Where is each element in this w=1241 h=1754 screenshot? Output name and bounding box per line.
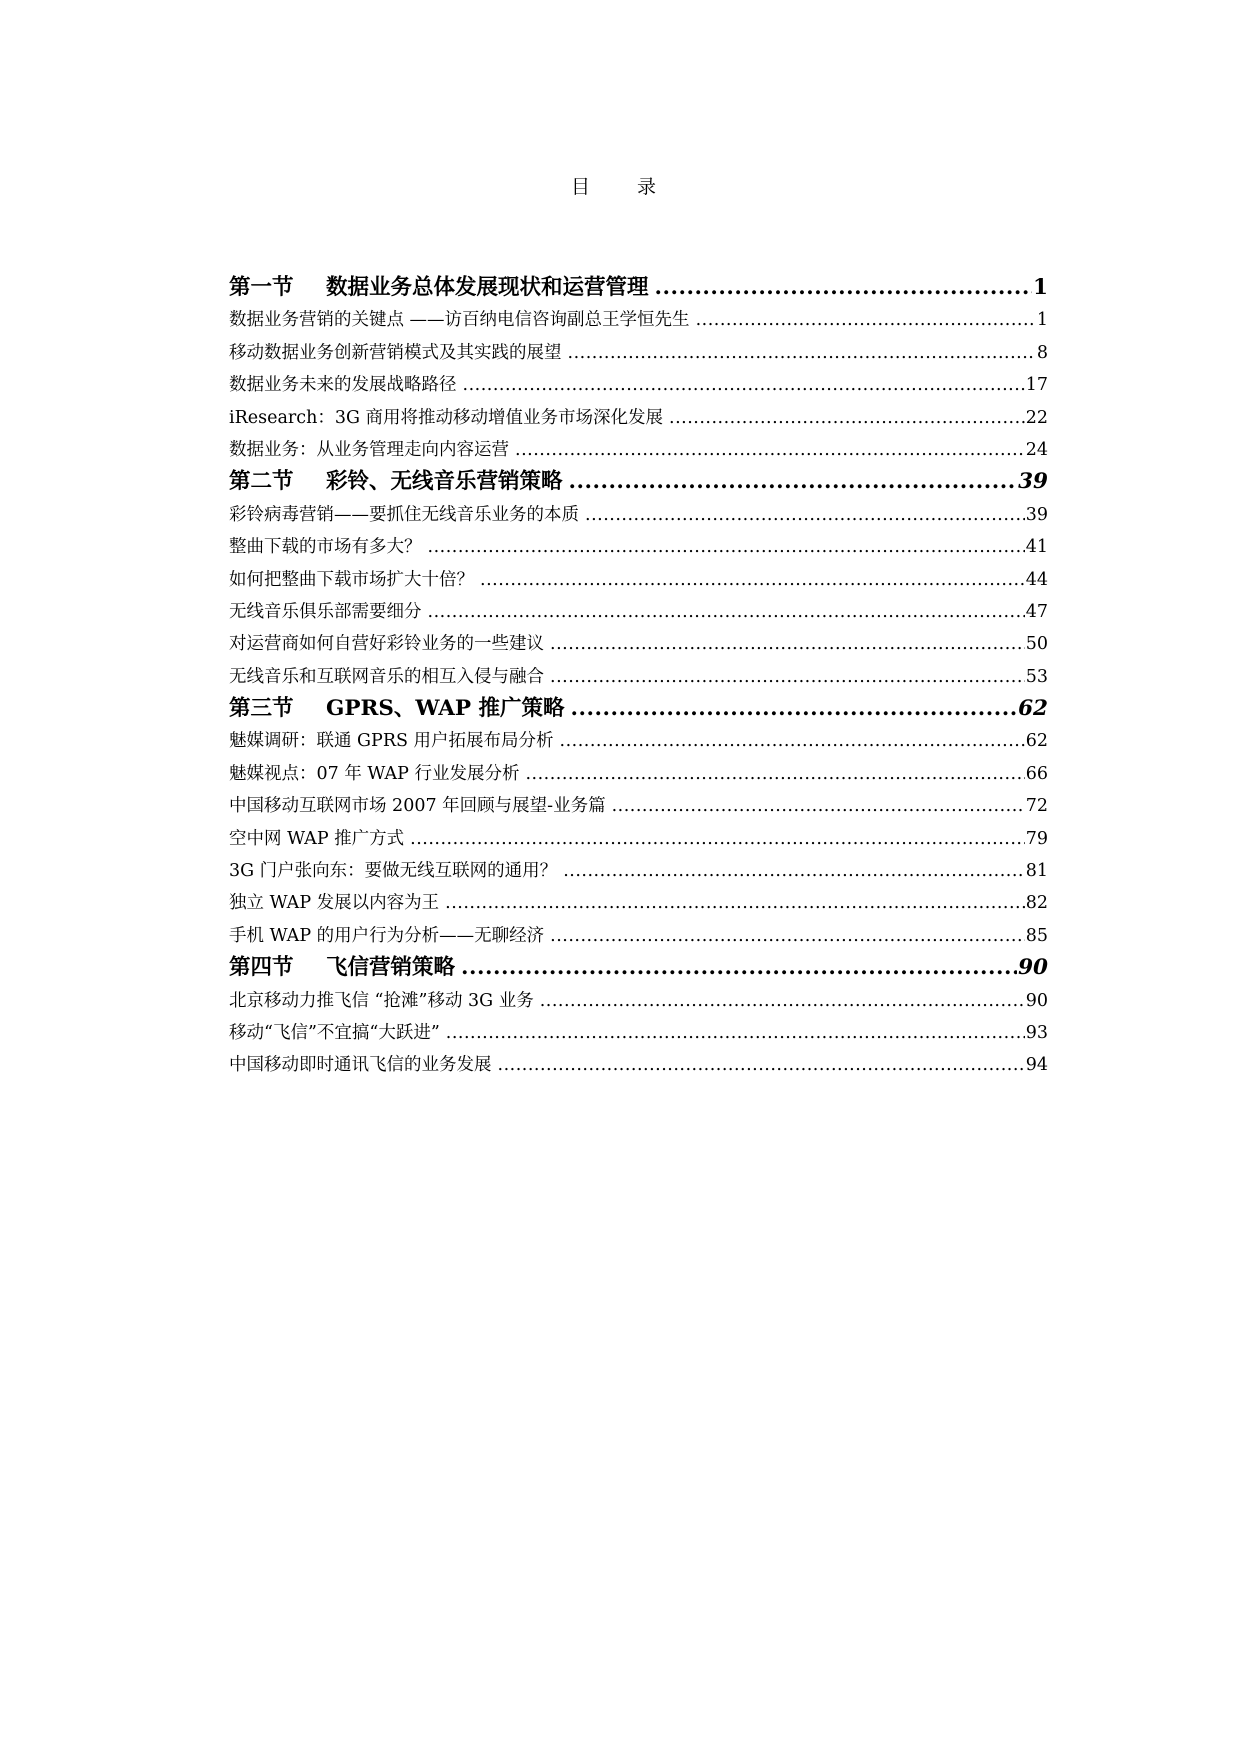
toc-page-number: 66 — [1025, 763, 1048, 784]
toc-entry-title: iResearch：3G 商用将推动移动增值业务市场深化发展 — [229, 407, 664, 428]
dot-leader — [428, 531, 1025, 563]
dot-leader — [446, 1017, 1025, 1049]
toc-page-number: 93 — [1025, 1022, 1048, 1043]
dot-leader — [498, 1049, 1025, 1081]
dot-leader — [568, 337, 1036, 369]
toc-entry-row[interactable] — [229, 499, 1048, 531]
toc-page-number: 53 — [1025, 666, 1048, 687]
toc-page-number: 22 — [1025, 407, 1048, 428]
toc-page-number: 94 — [1025, 1055, 1048, 1076]
toc-page-number: 62 — [1025, 731, 1048, 752]
toc-page-number: 17 — [1025, 375, 1048, 396]
toc-entry-row[interactable] — [229, 596, 1048, 628]
toc-entry-row[interactable] — [229, 369, 1048, 401]
toc-entry-title: 魅媒调研：联通 GPRS 用户拓展布局分析 — [229, 731, 554, 752]
toc-page-number: 39 — [1025, 504, 1048, 525]
toc-entry-title: 移动“飞信”不宜搞“大跃进” — [229, 1022, 440, 1043]
toc-entry-title: 数据业务未来的发展战略路径 — [229, 375, 457, 396]
toc-page-number: 50 — [1025, 634, 1048, 655]
toc-entry-row[interactable] — [229, 1049, 1048, 1081]
dot-leader — [571, 693, 1018, 725]
toc-section-number: 第二节 — [229, 469, 294, 495]
toc-page-number: 47 — [1025, 601, 1048, 622]
dot-leader — [540, 985, 1025, 1017]
dot-leader — [480, 564, 1025, 596]
toc-entry-title: 中国移动互联网市场 2007 年回顾与展望-业务篇 — [229, 796, 606, 817]
toc-entry-row[interactable] — [229, 725, 1048, 757]
toc-entry-row[interactable] — [229, 304, 1048, 336]
toc-page-number: 44 — [1025, 569, 1048, 590]
toc-entry-title: 数据业务：从业务管理走向内容运营 — [229, 439, 509, 460]
toc-page-number: 39 — [1018, 469, 1048, 495]
toc-entry-title: 移动数据业务创新营销模式及其实践的展望 — [229, 342, 562, 363]
toc-page-number: 79 — [1025, 828, 1048, 849]
table-of-contents — [229, 272, 1048, 1082]
toc-page-number: 85 — [1025, 925, 1048, 946]
toc-page-number: 90 — [1025, 990, 1048, 1011]
dot-leader — [428, 596, 1025, 628]
toc-section-title: 彩铃、无线音乐营销策略 — [326, 469, 563, 495]
toc-entry-row[interactable] — [229, 531, 1048, 563]
dot-leader — [463, 369, 1025, 401]
toc-page-number: 90 — [1018, 955, 1048, 981]
toc-entry-title: 对运营商如何自营好彩铃业务的一些建议 — [229, 634, 544, 655]
toc-entry-title: 数据业务营销的关键点 ——访百纳电信咨询副总王学恒先生 — [229, 310, 690, 331]
dot-leader — [550, 628, 1025, 660]
toc-entry-title: 如何把整曲下载市场扩大十倍？ — [229, 569, 474, 590]
toc-entry-title: 无线音乐和互联网音乐的相互入侵与融合 — [229, 666, 544, 687]
dot-leader — [461, 952, 1017, 984]
toc-entry-title: 无线音乐俱乐部需要细分 — [229, 601, 422, 622]
toc-entry-row[interactable] — [229, 402, 1048, 434]
toc-entry-title: 魅媒视点：07 年 WAP 行业发展分析 — [229, 763, 520, 784]
toc-section-row[interactable] — [229, 952, 1048, 984]
dot-leader — [410, 823, 1025, 855]
toc-entry-row[interactable] — [229, 920, 1048, 952]
toc-entry-row[interactable] — [229, 434, 1048, 466]
toc-entry-row[interactable] — [229, 661, 1048, 693]
toc-section-row[interactable] — [229, 693, 1048, 725]
dot-leader — [550, 661, 1025, 693]
toc-entry-row[interactable] — [229, 823, 1048, 855]
toc-page-number: 8 — [1036, 342, 1048, 363]
toc-entry-row[interactable] — [229, 337, 1048, 369]
toc-entry-title: 彩铃病毒营销——要抓住无线音乐业务的本质 — [229, 504, 579, 525]
toc-page-number: 81 — [1025, 861, 1048, 882]
dot-leader — [696, 304, 1036, 336]
toc-entry-title: 3G 门户张向东：要做无线互联网的通用？ — [229, 861, 558, 882]
dot-leader — [525, 758, 1024, 790]
toc-entry-title: 中国移动即时通讯飞信的业务发展 — [229, 1055, 492, 1076]
dot-leader — [445, 887, 1025, 919]
toc-page-number: 72 — [1025, 796, 1048, 817]
dot-leader — [569, 466, 1018, 498]
toc-section-title: 飞信营销策略 — [326, 955, 456, 981]
toc-section-row[interactable] — [229, 272, 1048, 304]
dot-leader — [585, 499, 1025, 531]
toc-entry-title: 独立 WAP 发展以内容为王 — [229, 893, 440, 914]
toc-entry-title: 空中网 WAP 推广方式 — [229, 828, 405, 849]
toc-page-number: 41 — [1025, 537, 1048, 558]
toc-entry-row[interactable] — [229, 628, 1048, 660]
toc-section-row[interactable] — [229, 466, 1048, 498]
dot-leader — [655, 272, 1033, 304]
toc-section-number: 第四节 — [229, 955, 294, 981]
toc-entry-row[interactable] — [229, 855, 1048, 887]
toc-entry-row[interactable] — [229, 790, 1048, 822]
dot-leader — [550, 920, 1025, 952]
toc-entry-row[interactable] — [229, 1017, 1048, 1049]
dot-leader — [563, 855, 1025, 887]
toc-entry-row[interactable] — [229, 985, 1048, 1017]
toc-entry-title: 北京移动力推飞信 “抢滩”移动 3G 业务 — [229, 990, 534, 1011]
dot-leader — [560, 725, 1025, 757]
toc-entry-title: 整曲下载的市场有多大？ — [229, 537, 422, 558]
toc-page-number: 1 — [1033, 275, 1048, 300]
dot-leader — [669, 402, 1025, 434]
toc-entry-row[interactable] — [229, 887, 1048, 919]
toc-page-number: 1 — [1036, 310, 1048, 331]
toc-page-number: 24 — [1025, 439, 1048, 460]
toc-section-number: 第三节 — [229, 696, 294, 722]
toc-entry-title: 手机 WAP 的用户行为分析——无聊经济 — [229, 925, 545, 946]
toc-section-title: GPRS、WAP 推广策略 — [326, 696, 565, 722]
toc-entry-row[interactable] — [229, 758, 1048, 790]
toc-section-number: 第一节 — [229, 275, 294, 300]
toc-page-number: 82 — [1025, 893, 1048, 914]
toc-entry-row[interactable] — [229, 564, 1048, 596]
page-title: 目 录 — [570, 176, 670, 198]
dot-leader — [612, 790, 1025, 822]
dot-leader — [515, 434, 1025, 466]
toc-section-title: 数据业务总体发展现状和运营管理 — [326, 275, 649, 300]
toc-page-number: 62 — [1018, 696, 1048, 722]
